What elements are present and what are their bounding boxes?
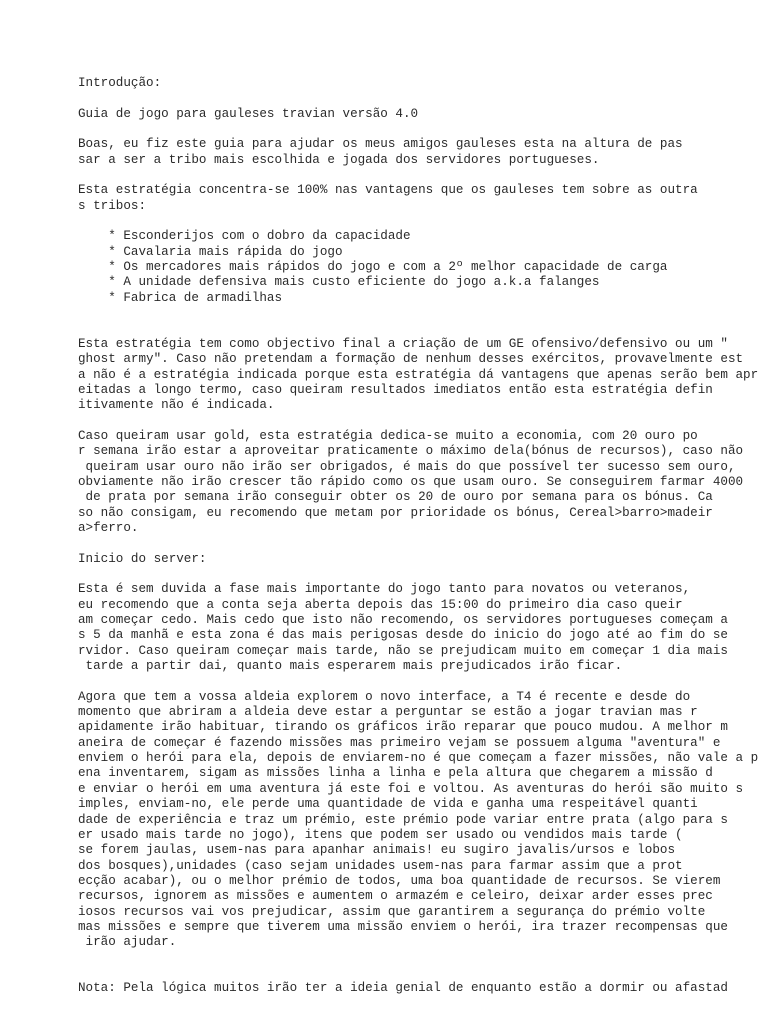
blank-line bbox=[78, 168, 768, 183]
text-line: ghost army". Caso não pretendam a formação de nenhum desses exércitos, provavelmente est bbox=[78, 352, 744, 367]
text-line: recursos, ignorem as missões e aumentem o armazém e celeiro, deixar arder esses prec bbox=[78, 889, 713, 904]
text-line: Nota: Pela lógica muitos irão ter a ideia genial de enquanto estão a dormir ou afastad bbox=[78, 981, 728, 996]
text-line: imples, enviam-no, ele perde uma quantidade de vida e ganha uma respeitável quanti bbox=[78, 797, 698, 812]
blank-line bbox=[78, 322, 768, 337]
text-line: aneira de começar é fazendo missões mas primeiro vejam se possuem alguma "aventura" e bbox=[78, 735, 721, 750]
text-line: * Esconderijos com o dobro da capacidade bbox=[78, 229, 411, 244]
text-line: Agora que tem a vossa aldeia explorem o novo interface, a T4 é recente e desde do bbox=[78, 689, 691, 704]
blank-line bbox=[78, 91, 768, 106]
text-line: er usado mais tarde no jogo), itens que podem ser usado ou vendidos mais tarde ( bbox=[78, 827, 683, 842]
text-line: tarde a partir dai, quanto mais esperarem mais prejudicados irão ficar. bbox=[78, 659, 623, 674]
text-line: dade de experiência e traz um prémio, este prémio pode variar entre prata (algo para s bbox=[78, 812, 728, 827]
text-line: Esta é sem duvida a fase mais importante do jogo tanto para novatos ou veteranos, bbox=[78, 582, 691, 597]
text-line: queiram usar ouro não irão ser obrigados, é mais do que possível ter sucesso sem ouro, bbox=[78, 459, 736, 474]
text-line: * A unidade defensiva mais custo eficiente do jogo a.k.a falanges bbox=[78, 275, 600, 290]
text-line: * Cavalaria mais rápida do jogo bbox=[78, 244, 343, 259]
text-line: am começar cedo. Mais cedo que isto não recomendo, os servidores portugueses começam a bbox=[78, 613, 728, 628]
text-line: irão ajudar. bbox=[78, 935, 177, 950]
text-line: e enviar o herói em uma aventura já este foi e voltou. As aventuras do herói são muito s bbox=[78, 781, 744, 796]
blank-line bbox=[78, 674, 768, 689]
text-line: ecção acabar), ou o melhor prémio de todos, uma boa quantidade de recursos. Se vierem bbox=[78, 873, 721, 888]
text-line: Inicio do server: bbox=[78, 551, 207, 566]
text-line: enviem o herói para ela, depois de enviarem-no é que começam a fazer missões, não vale a p bbox=[78, 751, 759, 766]
text-line: s 5 da manhã e esta zona é das mais perigosas desde do inicio do jogo até ao fim do se bbox=[78, 628, 728, 643]
text-line: Introdução: bbox=[78, 76, 162, 90]
text-line: Esta estratégia tem como objectivo final a criação de um GE ofensivo/defensivo ou um " bbox=[78, 336, 728, 351]
document-text bbox=[78, 76, 768, 997]
blank-line bbox=[78, 951, 768, 966]
blank-line bbox=[78, 567, 768, 582]
text-line: itivamente não é indicada. bbox=[78, 398, 275, 413]
blank-line bbox=[78, 414, 768, 429]
text-line: Caso queiram usar gold, esta estratégia dedica-se muito a economia, com 20 ouro po bbox=[78, 428, 698, 443]
text-line: sar a ser a tribo mais escolhida e jogada dos servidores portugueses. bbox=[78, 152, 600, 167]
text-line: Esta estratégia concentra-se 100% nas vantagens que os gauleses tem sobre as outra bbox=[78, 183, 698, 198]
text-line: a não é a estratégia indicada porque esta estratégia dá vantagens que apenas serão bem apr bbox=[78, 367, 759, 382]
text-line: apidamente irão habituar, tirando os gráficos irão reparar que pouco mudou. A melhor m bbox=[78, 720, 728, 735]
text-line: s tribos: bbox=[78, 198, 147, 213]
blank-line bbox=[78, 214, 768, 229]
text-line: * Fabrica de armadilhas bbox=[78, 290, 283, 305]
blank-line bbox=[78, 306, 768, 321]
text-line: r semana irão estar a aproveitar praticamente o máximo dela(bónus de recursos), caso não bbox=[78, 444, 744, 459]
text-line: ena inventarem, sigam as missões linha a linha e pela altura que chegarem a missão d bbox=[78, 766, 713, 781]
text-line: obviamente não irão crescer tão rápido como os que usam ouro. Se conseguirem farmar 4000 bbox=[78, 474, 744, 489]
text-line: mas missões e sempre que tiverem uma missão enviem o herói, ira trazer recompensas que bbox=[78, 919, 728, 934]
text-line: a>ferro. bbox=[78, 520, 139, 535]
text-line: Guia de jogo para gauleses travian versão 4.0 bbox=[78, 106, 419, 121]
text-line: rvidor. Caso queiram começar mais tarde, não se prejudicam muito em começar 1 dia mais bbox=[78, 643, 728, 658]
blank-line bbox=[78, 122, 768, 137]
blank-line bbox=[78, 966, 768, 981]
text-line: dos bosques),unidades (caso sejam unidades usem-nas para farmar assim que a prot bbox=[78, 858, 683, 873]
text-line: eu recomendo que a conta seja aberta depois das 15:00 do primeiro dia caso queir bbox=[78, 597, 683, 612]
text-line: de prata por semana irão conseguir obter os 20 de ouro por semana para os bónus. Ca bbox=[78, 490, 713, 505]
text-line: momento que abriram a aldeia deve estar a perguntar se estão a jogar travian mas r bbox=[78, 705, 698, 720]
text-line: * Os mercadores mais rápidos do jogo e com a 2º melhor capacidade de carga bbox=[78, 260, 668, 275]
blank-line bbox=[78, 536, 768, 551]
text-line: Boas, eu fiz este guia para ajudar os meus amigos gauleses esta na altura de pas bbox=[78, 137, 683, 152]
text-line: iosos recursos vai vos prejudicar, assim que garantirem a segurança do prémio volte bbox=[78, 904, 706, 919]
text-line: eitadas a longo termo, caso queiram resultados imediatos então esta estratégia defin bbox=[78, 382, 713, 397]
text-line: so não consigam, eu recomendo que metam por prioridade os bónus, Cereal>barro>madeir bbox=[78, 505, 713, 520]
text-line: se forem jaulas, usem-nas para apanhar animais! eu sugiro javalis/ursos e lobos bbox=[78, 843, 676, 858]
